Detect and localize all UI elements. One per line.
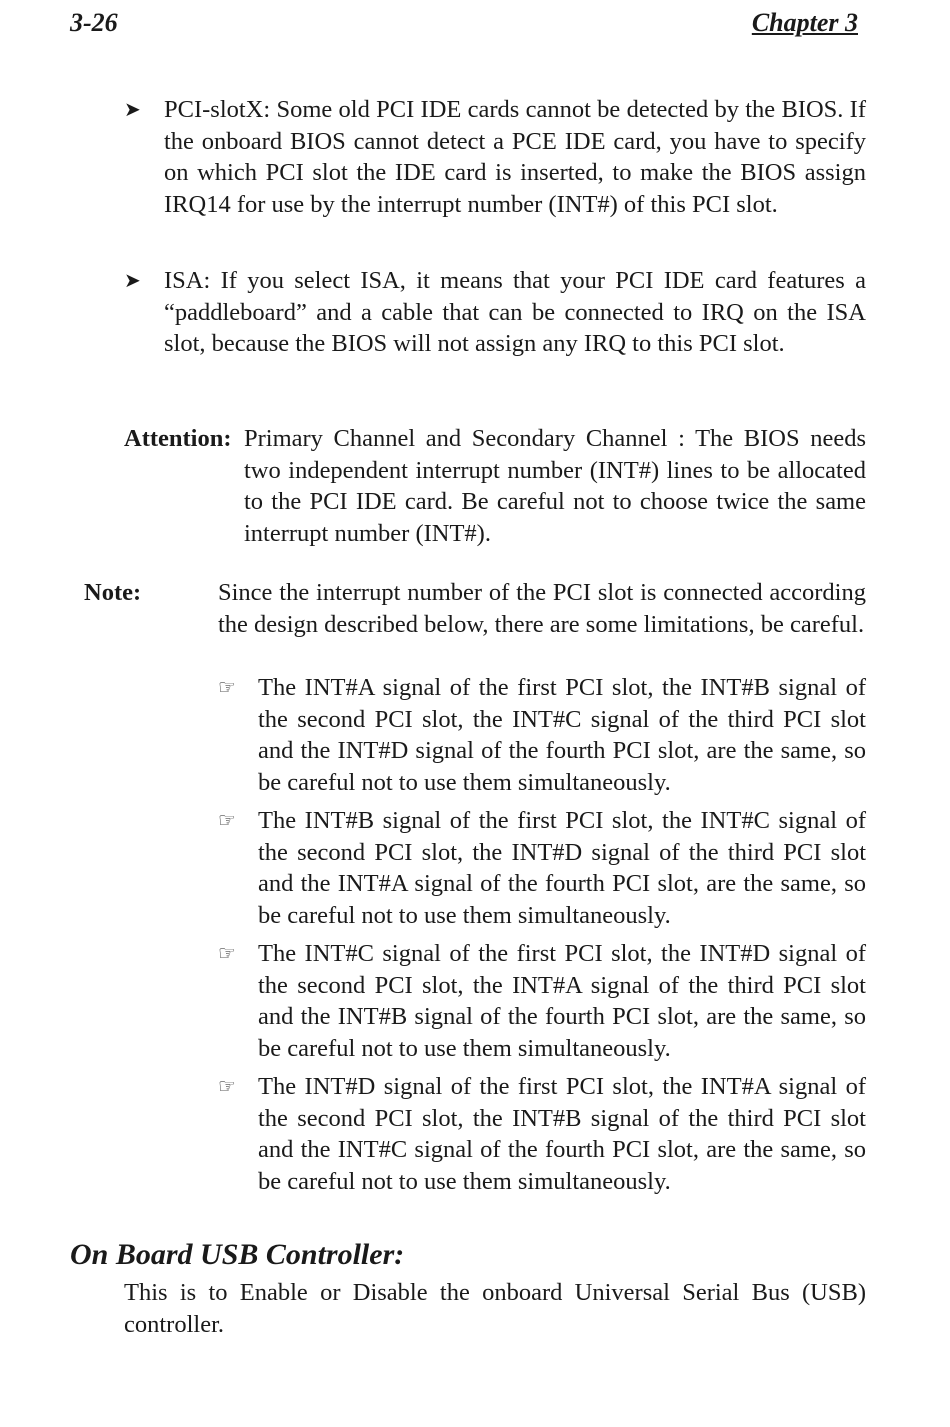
note-item-text: The INT#C signal of the first PCI slot, the INT#D signal of the second PCI slot, the INT#A signal of the third PCI slot and the INT#B signal of the fourth PCI slot, are the same, so be careful not to use them simultaneously. [258, 940, 866, 1062]
option-item [124, 265, 866, 360]
pointing-hand-icon: ☞ [218, 1074, 236, 1098]
note-item [218, 938, 866, 1064]
arrowhead-icon: ➤ [124, 268, 141, 292]
note-intro: Since the interrupt number of the PCI slot is connected according the design described below, there are some limitations, be careful. [218, 579, 866, 638]
pointing-hand-icon: ☞ [218, 941, 236, 965]
section-title: On Board USB Controller: [70, 1238, 405, 1271]
option-text: ISA: If you select ISA, it means that your PCI IDE card features a “paddleboard” and a cable that can be connected to IRQ on the ISA slot, because the BIOS will not assign any IRQ to this PCI slot. [164, 267, 866, 357]
chapter-title: Chapter 3 [751, 8, 858, 37]
page-number: 3-26 [70, 8, 118, 37]
note-label: Note: [84, 579, 142, 606]
attention-text: Primary Channel and Secondary Channel : The BIOS needs two independent interrupt number (INT#) lines to be allocated to the PCI IDE card. Be careful not to choose twice the same interrupt number (INT#). [244, 425, 866, 547]
note-item-text: The INT#D signal of the first PCI slot, the INT#A signal of the second PCI slot, the INT#B signal of the third PCI slot and the INT#C signal of the fourth PCI slot, are the same, so be careful not to use them simultaneously. [258, 1073, 866, 1195]
pointing-hand-icon: ☞ [218, 675, 236, 699]
note-item [218, 805, 866, 931]
note-item [218, 672, 866, 798]
pointing-hand-icon: ☞ [218, 808, 236, 832]
attention-label: Attention: [124, 425, 232, 452]
option-text: PCI-slotX: Some old PCI IDE cards cannot be detected by the BIOS. If the onboard BIOS cannot detect a PCE IDE card, you have to specify on which PCI slot the IDE card is inserted, to make the BIOS assign IRQ14 for use by the interrupt number (INT#) of this PCI slot. [164, 96, 866, 218]
note-item [218, 1071, 866, 1197]
arrowhead-icon: ➤ [124, 97, 141, 121]
note-item-text: The INT#B signal of the first PCI slot, the INT#C signal of the second PCI slot, the INT#D signal of the third PCI slot and the INT#A signal of the fourth PCI slot, are the same, so be careful not to use them simultaneously. [258, 807, 866, 929]
option-item [124, 94, 866, 220]
section-body: This is to Enable or Disable the onboard Universal Serial Bus (USB) controller. [124, 1279, 866, 1338]
note-item-text: The INT#A signal of the first PCI slot, the INT#B signal of the second PCI slot, the INT#C signal of the third PCI slot and the INT#D signal of the fourth PCI slot, are the same, so be careful not to use them simultaneously. [258, 674, 866, 796]
